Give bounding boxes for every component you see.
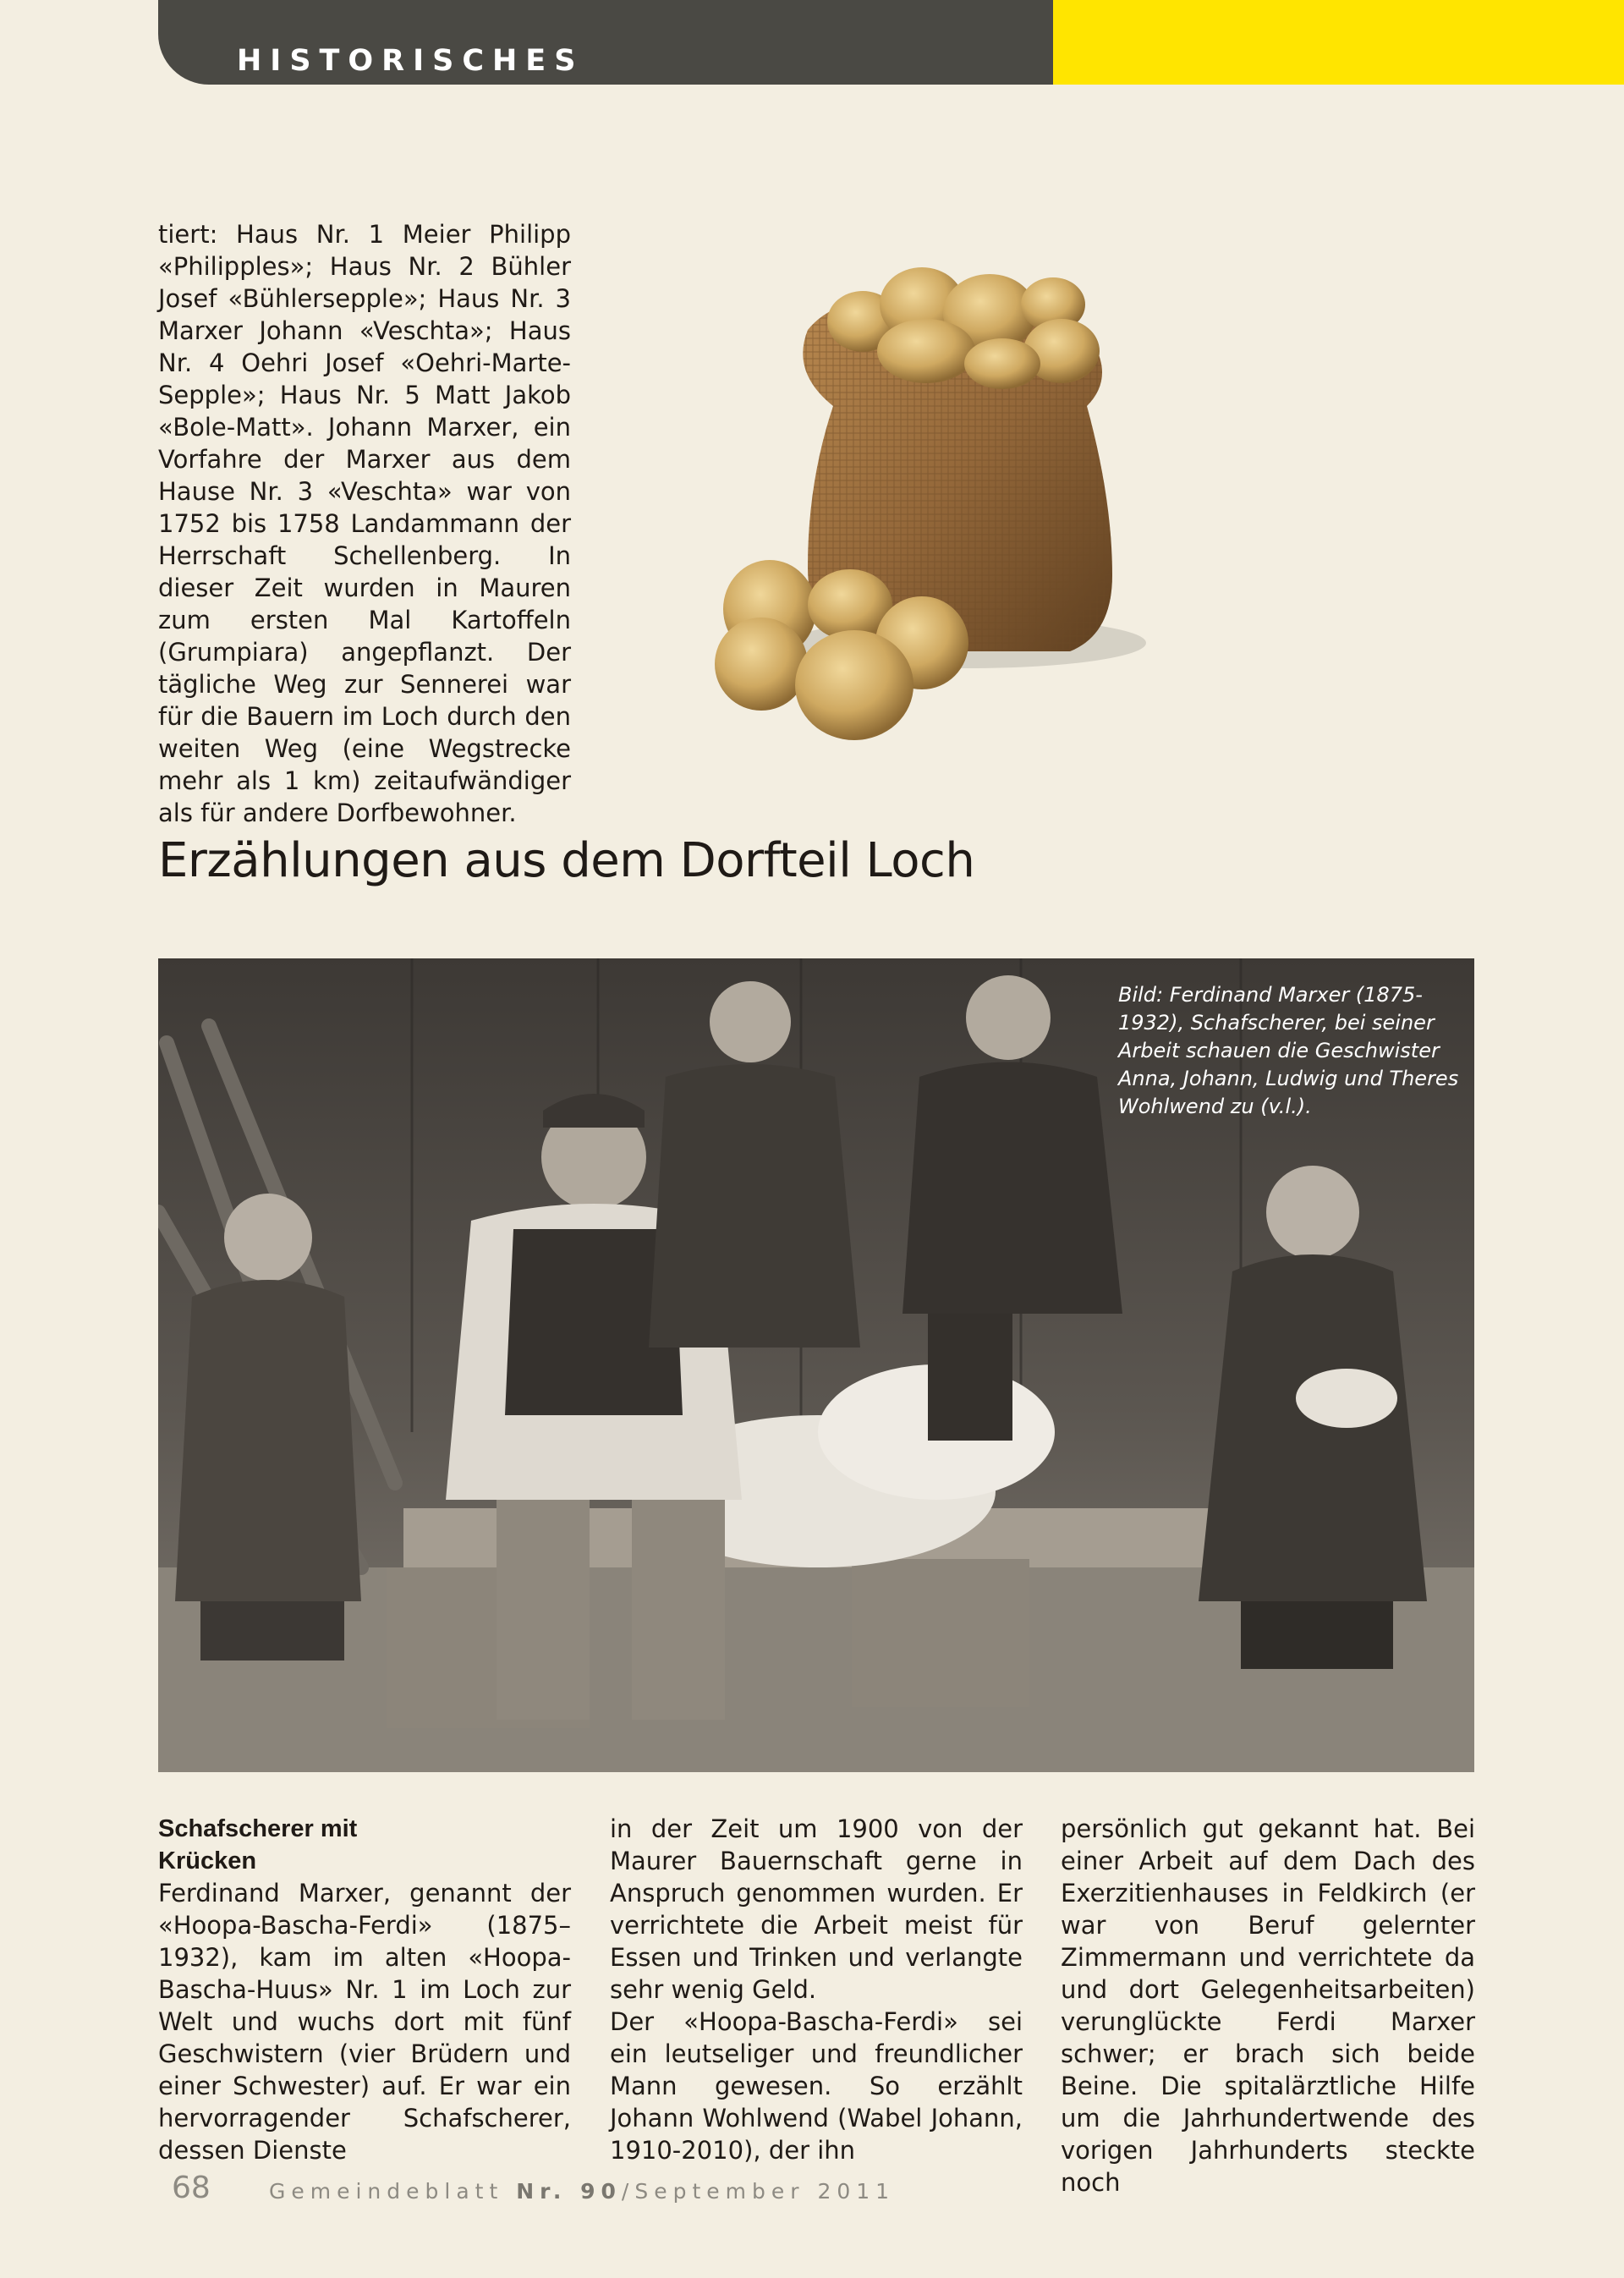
article-subheading-line1: Schafscherer mit: [158, 1815, 358, 1842]
article-paragraph: Der «Hoopa-Bascha-Ferdi» sei ein leutseliger und freundlicher Mann gewesen. So erzählt Johann Wohlwend (Wabel Johann, 1910-2010), der ihn: [610, 2007, 1023, 2165]
article-paragraph: in der Zeit um 1900 von der Maurer Bauernschaft gerne in Anspruch genommen wurden. Er verrichtete die Arbeit meist für Essen und Trinken und verlangte sehr wenig Geld.: [610, 1814, 1023, 2004]
issue-number: Nr. 90: [516, 2179, 622, 2204]
photo-caption: Bild: Ferdinand Marxer (1875-1932), Schafscherer, bei seiner Arbeit schauen die Geschwister Anna, Johann, Ludwig und Theres Wohlwend zu (v.l.).: [1118, 983, 1459, 1118]
issue-date: /September 2011: [621, 2179, 896, 2204]
potato-sack-image: [715, 254, 1171, 761]
page-number: 68: [172, 2171, 211, 2205]
article-subheading-line2: Krücken: [158, 1847, 257, 1875]
article-headline: Erzählungen aus dem Dorfteil Loch: [158, 833, 975, 888]
article-column-1: [158, 1813, 571, 2166]
article-column-2: [610, 1813, 1023, 2166]
publication-name: Gemeindeblatt: [269, 2179, 517, 2204]
intro-text: tiert: Haus Nr. 1 Meier Philipp «Philipples»; Haus Nr. 2 Bühler Josef «Bühlersepple»; Haus Nr. 3 Marxer Johann «Veschta»; Haus Nr. 4 Oehri Josef «Oehri-Marte-Sepple»; Haus Nr. 5 Matt Jakob «Bole-Matt». Johann Marxer, ein Vorfahre der Marxer aus dem Hause Nr. 3 «Veschta» war von 1752 bis 1758 Landammann der Herrschaft Schellenberg. In dieser Zeit wurden in Mauren zum ersten Mal Kartoffeln (Grumpiara) angepflanzt. Der tägliche Weg zur Sennerei war für die Bauern im Loch durch den weiten Weg (eine Wegstrecke mehr als 1 km) zeitaufwändiger als für andere Dorfbewohner.: [158, 220, 571, 827]
article-column-3: persönlich gut gekannt hat. Bei einer Arbeit auf dem Dach des Exerzitienhauses in Feldkirch (er war von Beruf gelernter Zimmermann und verrichtete da und dort Gelegenheitsarbeiten) verunglückte Ferdi Marxer schwer; er brach sich beide Beine. Die spitalärztliche Hilfe um die Jahrhundertwende des vorigen Jahrhunderts steckte noch: [1061, 1814, 1475, 2197]
header-accent: [1053, 0, 1624, 85]
article-text: Ferdinand Marxer, genannt der «Hoopa-Bascha-Ferdi» (1875–1932), kam im alten «Hoopa-Bascha-Huus» Nr. 1 im Loch zur Welt und wuchs dort mit fünf Geschwistern (vier Brüdern und einer Schwester) auf. Er war ein hervorragender Schafscherer, dessen Dienste: [158, 1879, 571, 2165]
section-title: HISTORISCHES: [237, 44, 584, 78]
publication-info: [269, 2179, 895, 2204]
